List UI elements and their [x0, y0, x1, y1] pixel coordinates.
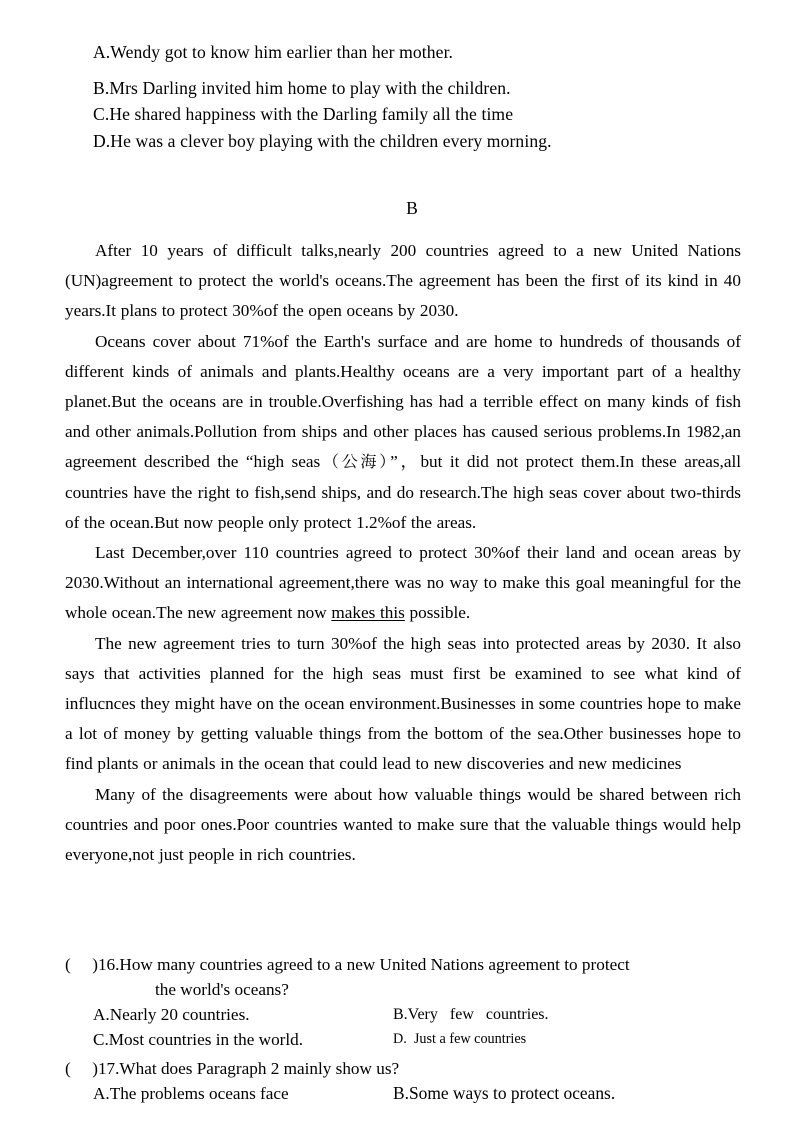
question-17-option-b[interactable]: B.Some ways to protect oceans.: [393, 1083, 616, 1103]
option-a: A.Wendy got to know him earlier than her mother.: [93, 42, 454, 62]
paragraph-2-chinese-gloss: （公海）: [320, 452, 391, 472]
passage-paragraph-5: [65, 780, 741, 871]
previous-question-options: [93, 44, 743, 150]
option-b: B.Mrs Darling invited him home to play with the children.: [93, 77, 511, 98]
question-17-answer-bracket[interactable]: ( ): [65, 1059, 98, 1078]
paragraph-3-text-part-2: possible.: [404, 603, 471, 623]
reading-passage: [65, 236, 741, 870]
question-16-options-row-1: [65, 1002, 741, 1027]
passage-paragraph-1: [65, 236, 741, 327]
question-16-number: 16.: [97, 955, 120, 974]
question-16-options-row-2: [65, 1027, 741, 1052]
question-16-stem-line-1: [65, 952, 741, 977]
question-17-number: 17.: [97, 1059, 120, 1078]
paragraph-3-text-part-1: Last December,over 110 countries agreed to protect 30%of their land and ocean areas by 2030.Without an international agreement,there was no way to make this goal meaningful for the whole ocean.The new agreement now: [65, 543, 741, 623]
question-17-stem-text: What does Paragraph 2 mainly show us?: [119, 1059, 400, 1078]
passage-paragraph-3: [65, 538, 741, 629]
question-16-stem-line-2: the world's oceans?: [155, 980, 289, 999]
question-17-options-row-1: [65, 1081, 741, 1106]
paragraph-1-text: After 10 years of difficult talks,nearly 200 countries agreed to a new United Nations (UN)agreement to protect the world's oceans.The agreement has been the first of its kind in 40 years.It plans to protect 30%of the open oceans by 2030.: [65, 241, 741, 321]
question-16-option-b[interactable]: B.Very few countries.: [393, 1006, 549, 1023]
question-16-stem-text: How many countries agreed to a new United Nations agreement to protect: [119, 955, 630, 974]
question-17-option-a[interactable]: A.The problems oceans face: [93, 1084, 289, 1103]
question-16-answer-bracket[interactable]: ( ): [65, 955, 98, 974]
section-heading-letter: B: [406, 198, 418, 218]
paragraph-4-text: The new agreement tries to turn 30%of the high seas into protected areas by 2030. It also says that activities planned for the high seas must first be examined to see what kind of influcnces they might have on the ocean environment.Businesses in some countries hope to make a lot of money by getting valuable things from the bottom of the sea.Other businesses hope to find plants or animals in the ocean that could lead to new discoveries and new medicines: [65, 633, 741, 774]
passage-paragraph-2: [65, 327, 741, 538]
paragraph-2-text-part-1: Oceans cover about 71%of the Earth's surface and are home to hundreds of thousands of different kinds of animals and plants.Healthy oceans are a very important part of a healthy planet.But the oceans are in trouble.Overfishing has had a terrible effect on many kinds of fish and other animals.Pollution from ships and other places has caused serious problems.In 1982,an agreement described the “high seas: [65, 331, 741, 472]
question-17-stem-line-1: [65, 1056, 741, 1081]
question-16-option-a[interactable]: A.Nearly 20 countries.: [93, 1005, 250, 1024]
option-d: D.He was a clever boy playing with the children every morning.: [93, 130, 552, 151]
question-16-option-c[interactable]: C.Most countries in the world.: [93, 1030, 304, 1049]
question-16-option-d[interactable]: D. Just a few countries: [393, 1031, 527, 1047]
question-17: [65, 1056, 741, 1106]
paragraph-5-text: Many of the disagreements were about how valuable things would be shared between rich countries and poor ones.Poor countries wanted to make sure that the valuable things would help everyone,not just people in rich countries.: [65, 784, 741, 865]
passage-paragraph-4: [65, 629, 741, 780]
question-16: [65, 952, 741, 1052]
option-c: C.He shared happiness with the Darling family all the time: [93, 104, 514, 125]
questions-section: [65, 952, 741, 1106]
underlined-phrase: makes this: [331, 603, 405, 623]
paragraph-2-text-part-2: ”，but it did not protect them.In these areas,all countries have the right to fish,send ships, and do research.The high seas cover about two-thirds of the ocean.But now people only protect 1.2%of the areas.: [65, 452, 741, 532]
